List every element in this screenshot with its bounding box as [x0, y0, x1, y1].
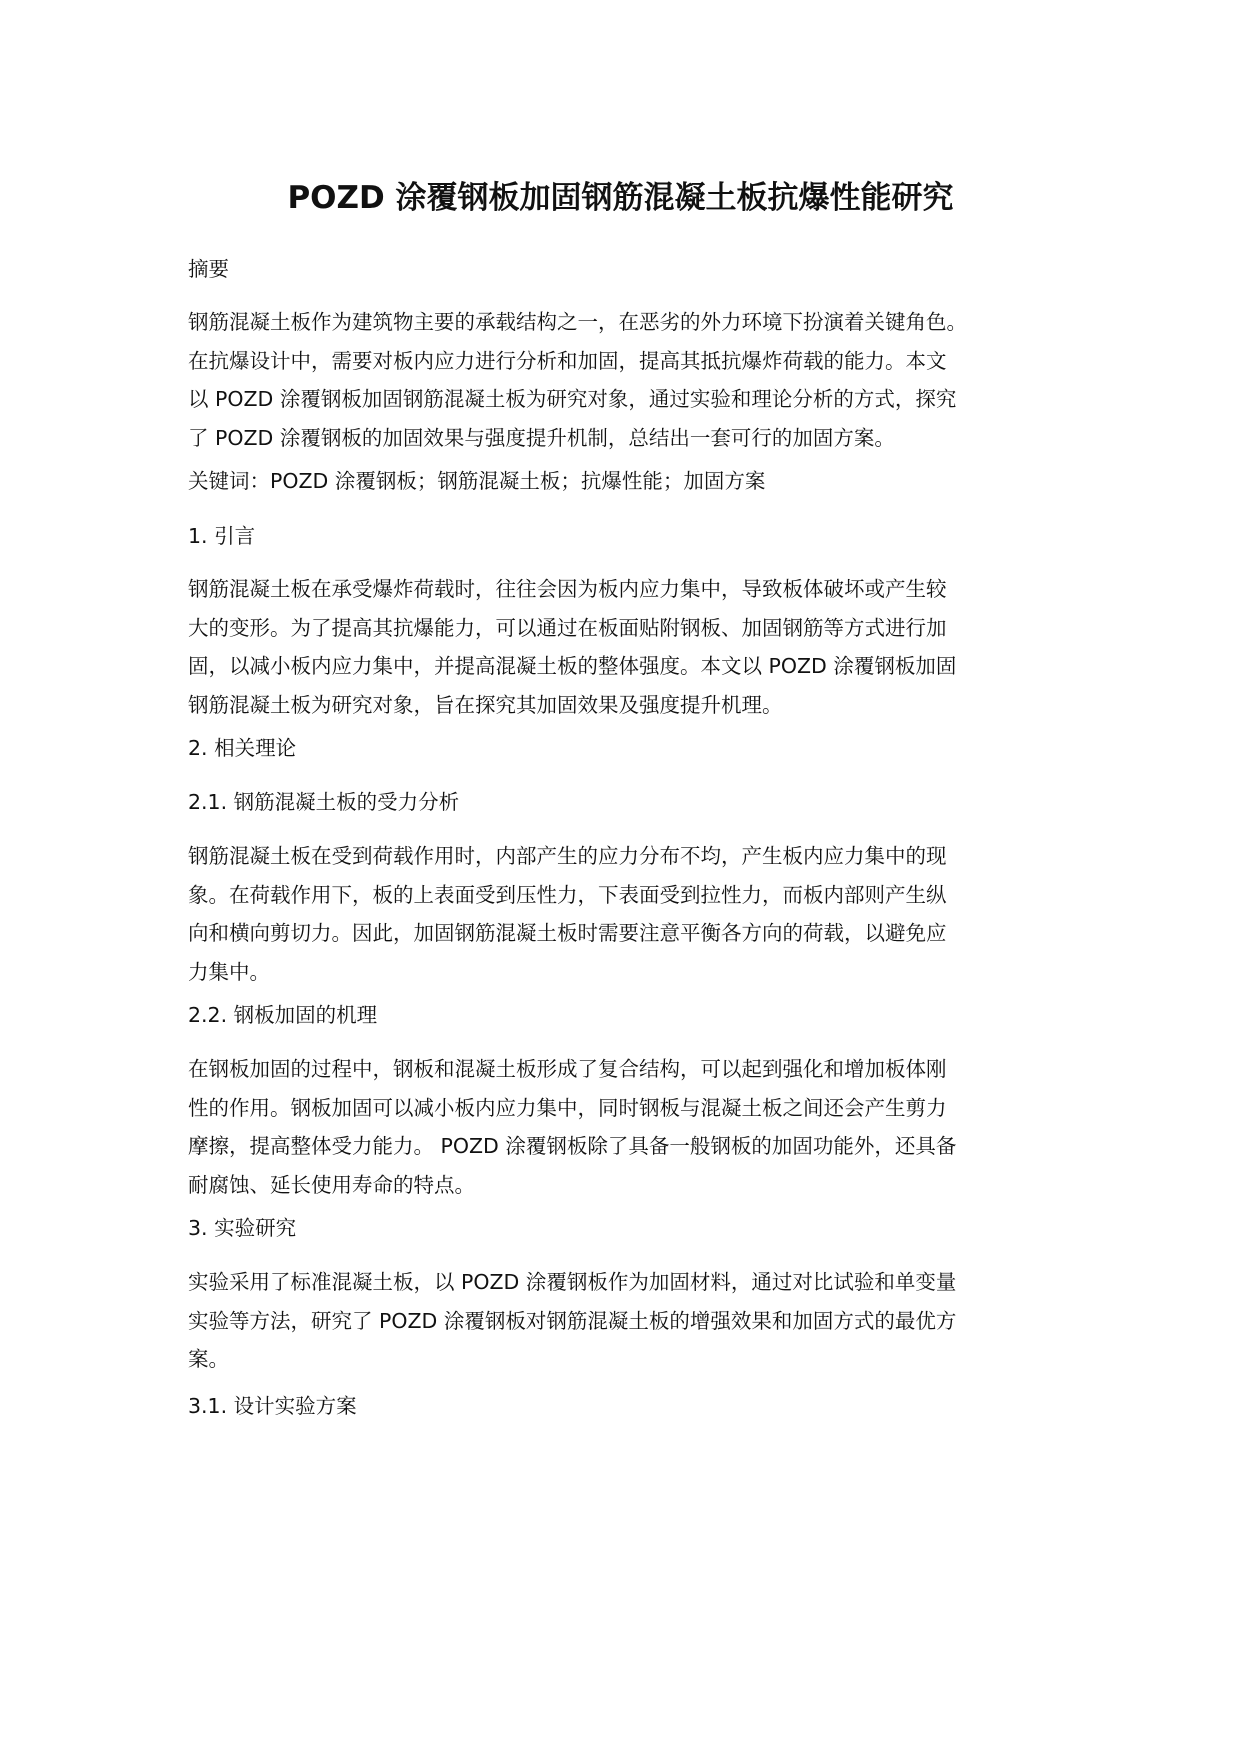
section-heading-text: 3. 实验研究 [188, 1216, 297, 1240]
paragraph-line: 在钢板加固的过程中，钢板和混凝土板形成了复合结构，可以起到强化和增加板体刚 [188, 1057, 947, 1081]
keywords [188, 462, 1068, 501]
section-2-1-heading [188, 783, 1068, 822]
abstract-heading-text: 摘要 [188, 257, 229, 281]
paragraph-line: 以 POZD 涂覆钢板加固钢筋混凝土板为研究对象，通过实验和理论分析的方式，探究 [188, 387, 957, 411]
section-heading-text: 2.1. 钢筋混凝土板的受力分析 [188, 790, 460, 814]
paragraph-line: 象。在荷载作用下，板的上表面受到压性力，下表面受到拉性力，而板内部则产生纵 [188, 882, 947, 907]
paragraph-line: 摩擦，提高整体受力能力。 POZD 涂覆钢板除了具备一般钢板的加固功能外，还具备 [188, 1134, 957, 1158]
section-heading-text: 1. 引言 [188, 524, 256, 548]
section-2-1-paragraph [188, 837, 1068, 991]
section-3-1-heading [188, 1387, 1068, 1426]
section-heading-text: 3.1. 设计实验方案 [188, 1394, 357, 1418]
paragraph-line: 钢筋混凝土板在承受爆炸荷载时，往往会因为板内应力集中，导致板体破坏或产生较 [188, 577, 947, 601]
section-2-heading [188, 729, 1068, 768]
paragraph-line: 钢筋混凝土板作为建筑物主要的承载结构之一，在恶劣的外力环境下扮演着关键角色。 [188, 310, 967, 334]
section-heading-text: 2. 相关理论 [188, 736, 297, 760]
paragraph-line: 钢筋混凝土板为研究对象，旨在探究其加固效果及强度提升机理。 [188, 692, 783, 717]
abstract-paragraph [188, 303, 1068, 457]
paragraph-line: 耐腐蚀、延长使用寿命的特点。 [188, 1172, 475, 1197]
keywords-text: 关键词：POZD 涂覆钢板；钢筋混凝土板；抗爆性能；加固方案 [188, 469, 766, 493]
paragraph-line: 向和横向剪切力。因此，加固钢筋混凝土板时需要注意平衡各方向的荷载，以避免应 [188, 921, 947, 945]
section-2-2-paragraph [188, 1050, 1068, 1204]
section-3-paragraph [188, 1263, 1068, 1379]
document-title: POZD 涂覆钢板加固钢筋混凝土板抗爆性能研究 [287, 180, 954, 216]
paragraph-line: 钢筋混凝土板在受到荷载作用时，内部产生的应力分布不均，产生板内应力集中的现 [188, 844, 947, 868]
section-heading-text: 2.2. 钢板加固的机理 [188, 1003, 378, 1027]
section-1-paragraph [188, 570, 1068, 724]
paragraph-line: 实验等方法，研究了 POZD 涂覆钢板对钢筋混凝土板的增强效果和加固方式的最优方 [188, 1308, 957, 1333]
paragraph-line: 固，以减小板内应力集中，并提高混凝土板的整体强度。本文以 POZD 涂覆钢板加固 [188, 654, 957, 678]
paragraph-line: 大的变形。为了提高其抗爆能力，可以通过在板面贴附钢板、加固钢筋等方式进行加 [188, 615, 947, 640]
paragraph-line: 力集中。 [188, 959, 270, 984]
section-1-heading [188, 517, 1068, 556]
paragraph-line: 案。 [188, 1347, 229, 1371]
paragraph-line: 在抗爆设计中，需要对板内应力进行分析和加固，提高其抵抗爆炸荷载的能力。本文 [188, 348, 947, 373]
section-3-heading [188, 1209, 1068, 1248]
paragraph-line: 实验采用了标准混凝土板，以 POZD 涂覆钢板作为加固材料，通过对比试验和单变量 [188, 1270, 957, 1294]
paragraph-line: 性的作用。钢板加固可以减小板内应力集中，同时钢板与混凝土板之间还会产生剪力 [188, 1095, 947, 1120]
section-2-2-heading [188, 996, 1068, 1035]
abstract-heading [188, 250, 1068, 289]
paragraph-line: 了 POZD 涂覆钢板的加固效果与强度提升机制，总结出一套可行的加固方案。 [188, 425, 895, 450]
